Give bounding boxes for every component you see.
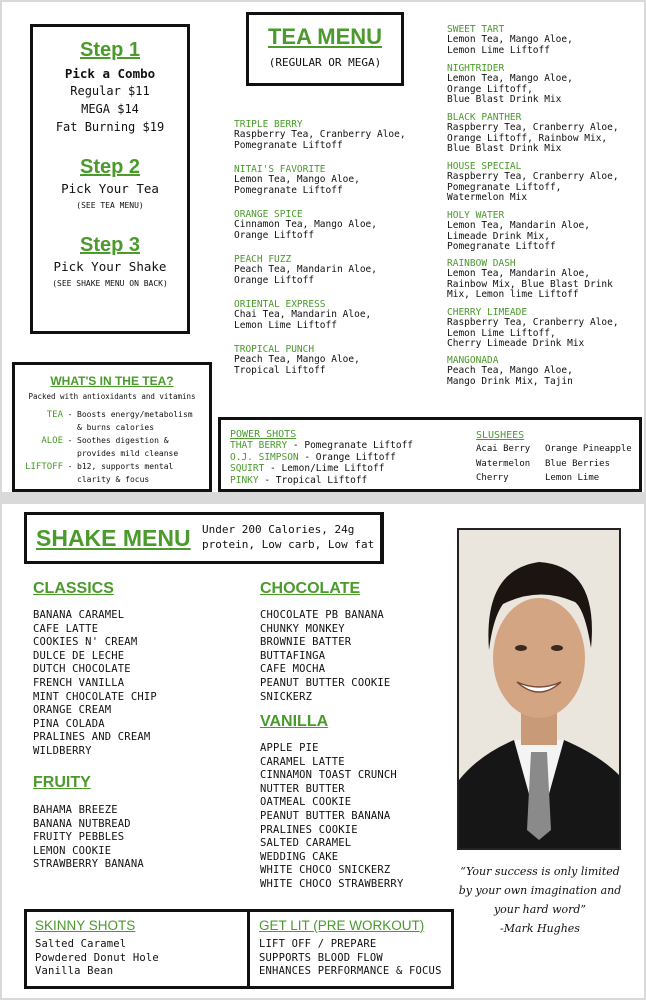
tea-item-name: TRIPLE BERRY — [234, 119, 303, 130]
tea-item-desc: Lemon Tea, Mandarin Aloe, Limeade Drink Mix, Pomegranate Liftoff — [447, 220, 590, 252]
tea-item-name: RAINBOW DASH — [447, 258, 516, 269]
skinny-shots-box — [24, 909, 250, 989]
benefit-label: ALOE — [41, 436, 63, 446]
benefit-label: LIFTOFF — [25, 462, 63, 472]
tea-item-name: SWEET TART — [447, 24, 505, 35]
classics-heading: CLASSICS — [33, 580, 114, 597]
combo-mega: MEGA $14 — [81, 102, 139, 116]
portrait-photo — [457, 528, 621, 850]
slushee-item: Blue Berries — [545, 458, 611, 469]
tea-item — [447, 210, 642, 258]
power-shots-list — [230, 440, 413, 486]
vanilla-list: APPLE PIE CARAMEL LATTE CINNAMON TOAST CRUNCH NUTTER BUTTER OATMEAL COOKIE PEANUT BUTTER BANANA PRALINES COOKIE SALTED CARAMEL WEDDING CAKE WHITE CHOCO SNICKERZ WHITE CHOCO STRAWBERRY — [260, 742, 404, 890]
combo-list — [33, 82, 187, 136]
tea-item — [447, 63, 642, 112]
slushee-item: Acai Berry — [476, 444, 531, 454]
benefit-dash: - — [67, 462, 73, 471]
tea-item — [234, 254, 434, 299]
tea-benefit-row — [15, 435, 209, 460]
power-shot-name: PINKY — [230, 474, 259, 486]
tea-item-name: PEACH FUZZ — [234, 254, 292, 265]
classics-list: BANANA CARAMEL CAFE LATTE COOKIES N' CREAM DULCE DE LECHE DUTCH CHOCOLATE FRENCH VANILLA MINT CHOCOLATE CHIP ORANGE CREAM PINA COLADA PRALINES AND CREAM WILDBERRY — [33, 609, 157, 757]
tea-menu-title: TEA MENU — [267, 24, 383, 49]
get-lit-list: LIFT OFF / PREPARE SUPPORTS BLOOD FLOW ENHANCES PERFORMANCE & FOCUS — [259, 938, 442, 978]
step1-subtitle: Pick a Combo — [64, 66, 156, 81]
power-shot-item — [230, 452, 413, 464]
tea-benefit-row — [15, 409, 209, 434]
tea-item-name: NITAI'S FAVORITE — [234, 164, 326, 175]
tea-item-name: MANGONADA — [447, 355, 499, 366]
fruity-list: BAHAMA BREEZE BANANA NUTBREAD FRUITY PEBBLES LEMON COOKIE STRAWBERRY BANANA — [33, 804, 144, 871]
tea-item — [447, 161, 642, 210]
shake-menu-panel — [2, 504, 644, 998]
tea-item-name: BLACK PANTHER — [447, 112, 522, 123]
tea-list-col1 — [234, 119, 434, 389]
power-shot-desc: - Tropical Liftoff — [258, 474, 368, 486]
slushees-list — [476, 442, 641, 486]
tea-item-name: ORANGE SPICE — [234, 209, 303, 220]
chocolate-list: CHOCOLATE PB BANANA CHUNKY MONKEY BROWNIE BATTER BUTTAFINGA CAFE MOCHA PEANUT BUTTER COOKIE SNICKERZ — [260, 609, 391, 703]
step3-title: Step 3 — [79, 234, 141, 256]
power-shot-desc: - Pomegranate Liftoff — [287, 440, 414, 451]
tea-item — [234, 209, 434, 254]
tea-item-desc: Lemon Tea, Mandarin Aloe, Rainbow Mix, Blue Blast Drink Mix, Lemon lime Liftoff — [447, 268, 613, 300]
get-lit-title: GET LIT (PRE WORKOUT) — [259, 918, 425, 933]
benefit-text: Soothes digestion & provides mild cleanse — [77, 436, 179, 458]
tea-item-name: CHERRY LIMEADE — [447, 307, 528, 318]
get-lit-box — [250, 909, 454, 989]
shake-menu-title-box — [24, 512, 384, 564]
tea-item-name: HOLY WATER — [447, 210, 505, 221]
tea-item-desc: Peach Tea, Mango Aloe, Tropical Liftoff — [234, 354, 360, 376]
slushees-col1 — [476, 442, 545, 486]
tea-item-desc: Lemon Tea, Mango Aloe, Orange Liftoff, Blue Blast Drink Mix — [447, 73, 573, 105]
power-shots-title: POWER SHOTS — [230, 429, 297, 440]
quote-text: “Your success is only limited by your own imagination and your hard word” — [458, 865, 622, 916]
tea-item-desc: Cinnamon Tea, Mango Aloe, Orange Liftoff — [234, 219, 377, 241]
whats-in-tea-box — [12, 362, 212, 492]
quote-author: -Mark Hughes — [500, 922, 580, 935]
power-shot-item — [230, 440, 413, 452]
whats-in-tea-rows — [15, 409, 209, 486]
power-shot-desc: - Orange Liftoff — [298, 451, 396, 463]
skinny-shots-title: SKINNY SHOTS — [35, 918, 136, 933]
slushees-col2 — [545, 442, 632, 486]
shake-menu-subtitle: Under 200 Calories, 24g protein, Low carb, Low fat — [202, 523, 375, 551]
benefit-text: Boosts energy/metabolism & burns calories — [77, 410, 193, 432]
tea-item — [447, 112, 642, 161]
whats-in-tea-title: WHAT'S IN THE TEA? — [50, 374, 174, 388]
benefit-text: b12, supports mental clarity & focus — [77, 462, 174, 484]
vanilla-heading: VANILLA — [260, 713, 329, 730]
tea-item — [447, 258, 642, 307]
tea-menu-panel — [2, 2, 644, 492]
slushees — [476, 430, 641, 486]
tea-item-desc: Raspberry Tea, Cranberry Aloe, Pomegranate Liftoff — [234, 129, 406, 151]
tea-item-desc: Raspberry Tea, Cranberry Aloe, Pomegranate Liftoff, Watermelon Mix — [447, 171, 619, 203]
tea-item-desc: Raspberry Tea, Cranberry Aloe, Lemon Lime Liftoff, Cherry Limeade Drink Mix — [447, 317, 619, 349]
slushee-item: Cherry — [476, 473, 509, 483]
tea-item — [447, 307, 642, 355]
quote-block — [454, 862, 626, 938]
steps-box — [30, 24, 190, 334]
slushee-item: Orange Pineapple — [545, 444, 632, 454]
benefit-dash: - — [67, 410, 73, 419]
step3-subtitle: Pick Your Shake — [53, 259, 167, 274]
power-shot-name: SQUIRT — [230, 463, 265, 474]
power-shots-slushees-box — [218, 417, 642, 492]
power-shot-desc: - Lemon/Lime Liftoff — [264, 463, 385, 474]
slushees-title: SLUSHEES — [476, 430, 525, 441]
fruity-heading: FRUITY — [33, 774, 91, 791]
tea-item — [234, 119, 434, 164]
step3-note: (SEE SHAKE MENU ON BACK) — [52, 279, 168, 288]
slushee-item: Lemon Lime — [545, 473, 600, 483]
tea-item — [447, 24, 642, 63]
tea-item-desc: Peach Tea, Mango Aloe, Mango Drink Mix, Tajin — [447, 365, 573, 387]
tea-item-name: TROPICAL PUNCH — [234, 344, 315, 355]
tea-item-name: HOUSE SPECIAL — [447, 161, 522, 172]
tea-item-desc: Lemon Tea, Mango Aloe, Lemon Lime Liftoff — [447, 34, 573, 56]
tea-item — [234, 299, 434, 344]
tea-item-desc: Chai Tea, Mandarin Aloe, Lemon Lime Liftoff — [234, 309, 372, 331]
power-shot-item — [230, 475, 413, 487]
power-shot-item — [230, 463, 413, 475]
tea-item-desc: Peach Tea, Mandarin Aloe, Orange Liftoff — [234, 264, 377, 286]
tea-item-name: NIGHTRIDER — [447, 63, 505, 74]
tea-item — [447, 355, 642, 395]
slushee-item: Watermelon — [476, 458, 531, 469]
shake-menu-title: SHAKE MENU — [36, 525, 191, 551]
tea-menu-subtitle: (REGULAR OR MEGA) — [268, 56, 382, 69]
power-shots — [230, 429, 413, 486]
tea-benefit-row — [15, 461, 209, 486]
tea-item-desc: Raspberry Tea, Cranberry Aloe, Orange Liftoff, Rainbow Mix, Blue Blast Drink Mix — [447, 122, 619, 154]
tea-list-col2 — [447, 24, 642, 395]
tea-menu-title-box — [246, 12, 404, 86]
whats-in-tea-intro: Packed with antioxidants and vitamins — [28, 392, 196, 401]
combo-fat-burning: Fat Burning $19 — [55, 120, 165, 134]
skinny-shots-list: Salted Caramel Powdered Donut Hole Vanilla Bean — [35, 938, 159, 978]
benefit-label: TEA — [46, 410, 63, 420]
portrait-illustration — [459, 530, 619, 848]
step2-subtitle: Pick Your Tea — [61, 181, 159, 196]
benefit-dash: - — [67, 436, 73, 445]
step2-note: (SEE TEA MENU) — [76, 201, 144, 210]
tea-item-name: ORIENTAL EXPRESS — [234, 299, 326, 310]
power-shot-name: O.J. SIMPSON — [230, 451, 299, 463]
combo-regular: Regular $11 — [70, 84, 150, 98]
step2-title: Step 2 — [79, 156, 141, 178]
tea-item — [234, 164, 434, 209]
chocolate-heading: CHOCOLATE — [260, 580, 361, 597]
tea-item-desc: Lemon Tea, Mango Aloe, Pomegranate Liftoff — [234, 174, 360, 196]
tea-item — [234, 344, 434, 389]
power-shot-name: THAT BERRY — [230, 440, 288, 451]
step1-title: Step 1 — [79, 39, 141, 61]
